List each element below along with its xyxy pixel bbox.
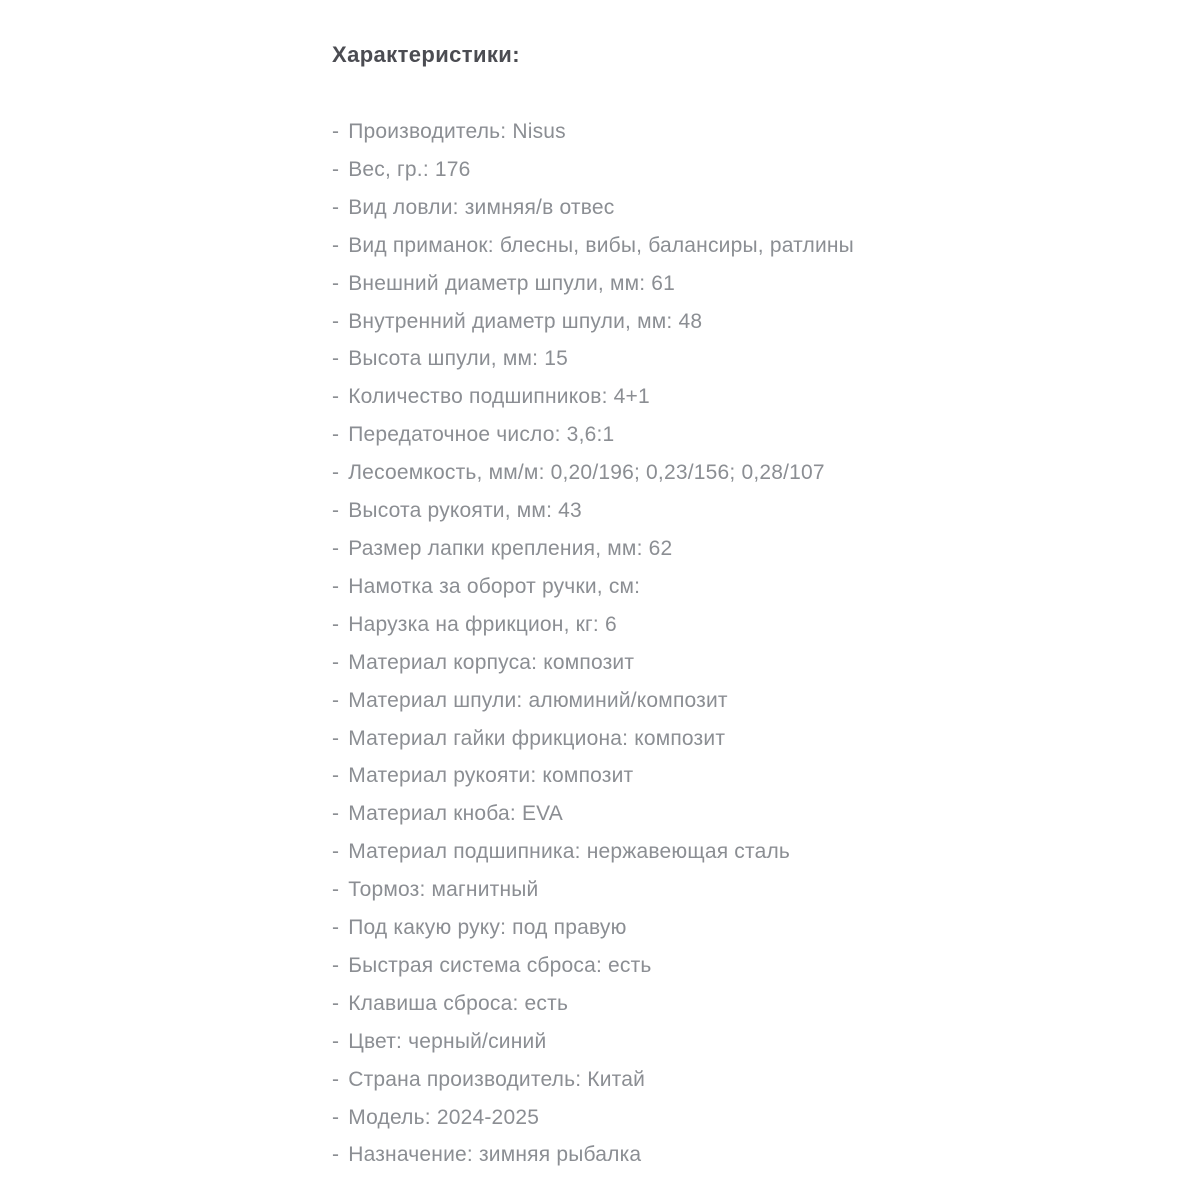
spec-item-text: Тормоз: магнитный bbox=[348, 878, 539, 902]
spec-item bbox=[332, 303, 1172, 341]
spec-item-text: Материал рукояти: композит bbox=[348, 764, 634, 788]
spec-item bbox=[332, 1099, 1172, 1137]
spec-item bbox=[332, 909, 1172, 947]
spec-item-marker: - bbox=[332, 650, 340, 674]
spec-item-text: Вес, гр.: 176 bbox=[348, 157, 471, 181]
spec-item bbox=[332, 1136, 1172, 1174]
spec-item-text: Материал кноба: EVA bbox=[348, 802, 564, 826]
spec-item-text: Внешний диаметр шпули, мм: 61 bbox=[348, 271, 676, 295]
spec-item bbox=[332, 644, 1172, 682]
spec-item bbox=[332, 720, 1172, 758]
spec-item-text: Цвет: черный/синий bbox=[348, 1029, 547, 1053]
spec-item-text: Высота рукояти, мм: 43 bbox=[348, 499, 582, 523]
spec-item-text: Лесоемкость, мм/м: 0,20/196; 0,23/156; 0,28/107 bbox=[348, 461, 825, 485]
spec-list bbox=[332, 113, 1172, 1174]
spec-item-text: Количество подшипников: 4+1 bbox=[348, 385, 650, 409]
spec-item bbox=[332, 947, 1172, 985]
spec-item bbox=[332, 265, 1172, 303]
spec-item bbox=[332, 492, 1172, 530]
spec-item-marker: - bbox=[332, 271, 340, 295]
spec-item-text: Вид ловли: зимняя/в отвес bbox=[348, 195, 615, 219]
spec-item bbox=[332, 530, 1172, 568]
spec-item bbox=[332, 454, 1172, 492]
spec-item bbox=[332, 568, 1172, 606]
spec-item-marker: - bbox=[332, 1143, 340, 1167]
spec-item bbox=[332, 1061, 1172, 1099]
spec-item bbox=[332, 757, 1172, 795]
spec-item-marker: - bbox=[332, 1029, 340, 1053]
spec-item-marker: - bbox=[332, 120, 340, 143]
spec-item-text: Размер лапки крепления, мм: 62 bbox=[348, 536, 673, 560]
spec-item-marker: - bbox=[332, 309, 340, 333]
spec-item-marker: - bbox=[332, 536, 340, 560]
spec-item-marker: - bbox=[332, 423, 340, 447]
spec-item-marker: - bbox=[332, 461, 340, 485]
spec-item-text: Назначение: зимняя рыбалка bbox=[348, 1143, 642, 1167]
spec-item-marker: - bbox=[332, 688, 340, 712]
spec-item-text: Материал шпули: алюминий/композит bbox=[348, 688, 728, 712]
spec-item bbox=[332, 151, 1172, 189]
spec-item-text: Материал подшипника: нержавеющая сталь bbox=[348, 840, 791, 864]
spec-item bbox=[332, 833, 1172, 871]
spec-item-text: Производитель: Nisus bbox=[348, 120, 566, 143]
specs-heading: Характеристики: bbox=[332, 42, 520, 67]
spec-item bbox=[332, 227, 1172, 265]
spec-item bbox=[332, 985, 1172, 1023]
spec-item-marker: - bbox=[332, 991, 340, 1015]
spec-item-marker: - bbox=[332, 1105, 340, 1129]
spec-item-marker: - bbox=[332, 953, 340, 977]
spec-item-text: Материал корпуса: композит bbox=[348, 650, 635, 674]
spec-item-text: Под какую руку: под правую bbox=[348, 916, 627, 940]
spec-item bbox=[332, 682, 1172, 720]
spec-item-marker: - bbox=[332, 195, 340, 219]
spec-item-marker: - bbox=[332, 1067, 340, 1091]
spec-item bbox=[332, 378, 1172, 416]
spec-item bbox=[332, 1023, 1172, 1061]
spec-item-text: Материал гайки фрикциона: композит bbox=[348, 726, 726, 750]
spec-item-marker: - bbox=[332, 612, 340, 636]
spec-item bbox=[332, 795, 1172, 833]
spec-item-text: Нарузка на фрикцион, кг: 6 bbox=[348, 612, 617, 636]
spec-item-marker: - bbox=[332, 916, 340, 940]
spec-item-marker: - bbox=[332, 157, 340, 181]
spec-item-text: Клавиша сброса: есть bbox=[348, 991, 569, 1015]
spec-item-text: Внутренний диаметр шпули, мм: 48 bbox=[348, 309, 703, 333]
spec-item bbox=[332, 189, 1172, 227]
spec-item-marker: - bbox=[332, 726, 340, 750]
spec-item-text: Намотка за оборот ручки, см: bbox=[348, 574, 641, 598]
spec-item-text: Высота шпули, мм: 15 bbox=[348, 347, 568, 371]
spec-item-text: Страна производитель: Китай bbox=[348, 1067, 646, 1091]
spec-item-marker: - bbox=[332, 802, 340, 826]
spec-item-marker: - bbox=[332, 233, 340, 257]
product-specs-section bbox=[332, 40, 1172, 1174]
spec-item bbox=[332, 113, 1172, 151]
spec-item-marker: - bbox=[332, 878, 340, 902]
spec-item-marker: - bbox=[332, 840, 340, 864]
spec-item-text: Вид приманок: блесны, вибы, балансиры, ратлины bbox=[348, 233, 854, 257]
spec-item-marker: - bbox=[332, 764, 340, 788]
spec-item-text: Передаточное число: 3,6:1 bbox=[348, 423, 615, 447]
spec-item-marker: - bbox=[332, 574, 340, 598]
spec-item-marker: - bbox=[332, 385, 340, 409]
spec-item-text: Модель: 2024-2025 bbox=[348, 1105, 540, 1129]
spec-item-marker: - bbox=[332, 499, 340, 523]
spec-item bbox=[332, 416, 1172, 454]
spec-item bbox=[332, 606, 1172, 644]
spec-item-text: Быстрая система сброса: есть bbox=[348, 953, 652, 977]
spec-item bbox=[332, 871, 1172, 909]
spec-item-marker: - bbox=[332, 347, 340, 371]
spec-item bbox=[332, 340, 1172, 378]
